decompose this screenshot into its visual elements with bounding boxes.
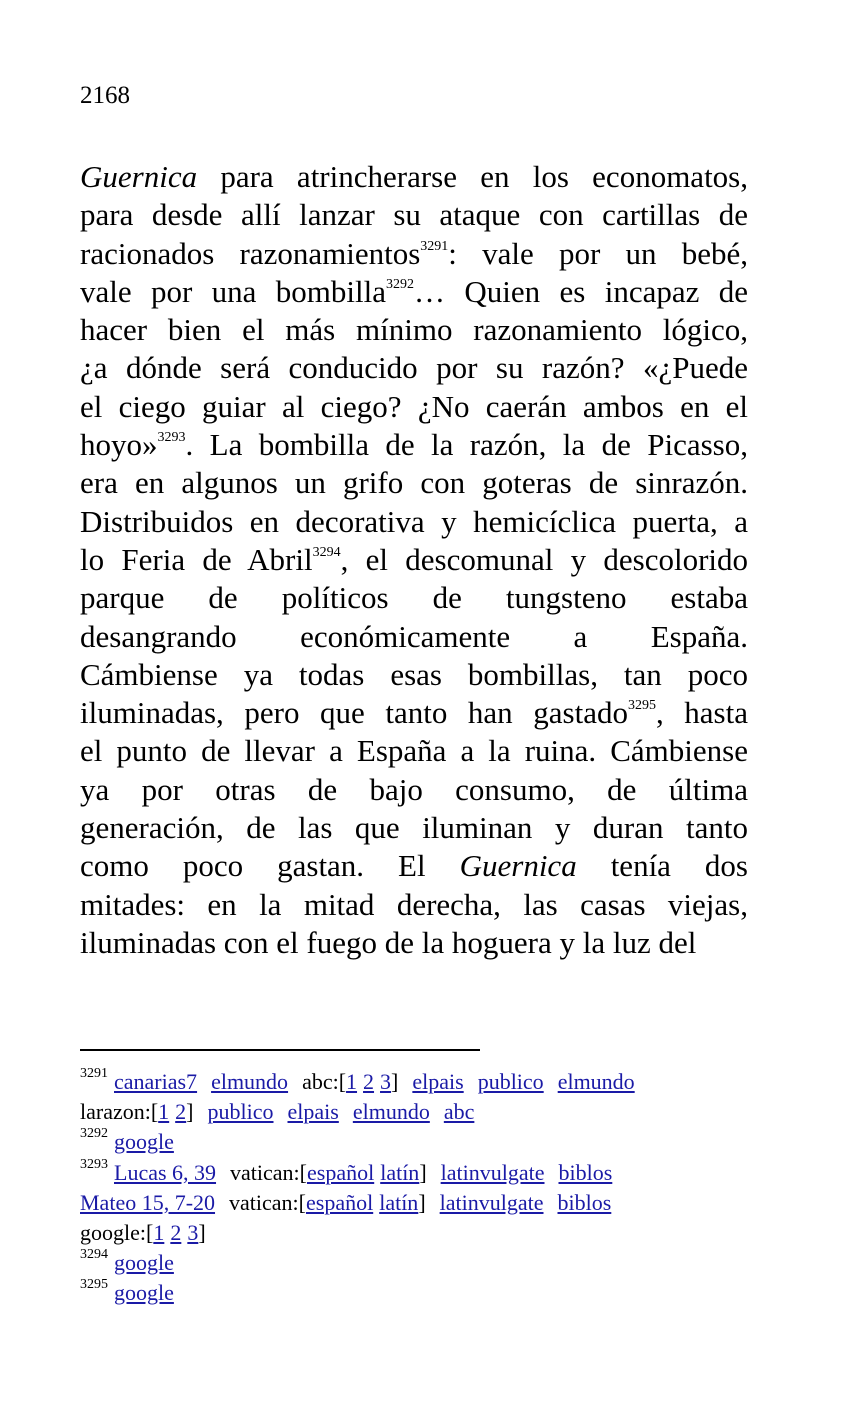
link-google-3[interactable]: 3 — [187, 1220, 199, 1245]
body-line: ya por otras de bajo consumo, de última — [80, 771, 748, 807]
footnote-ref: 3294 — [312, 544, 341, 560]
link-abc-2[interactable]: 2 — [363, 1069, 375, 1094]
body-line: el punto de llevar a España a la ruina. Cámbiense — [80, 733, 748, 769]
footnote-number: 3294 — [80, 1247, 108, 1262]
body-line: lo Feria de Abril$^{3294}$, el descomunal y descolorido — [80, 541, 749, 577]
footnote-ref: 3291 — [420, 238, 449, 254]
book-title: Guernica — [459, 848, 577, 884]
link-larazon-1[interactable]: 1 — [158, 1099, 170, 1124]
link-elpais[interactable]: elpais — [287, 1099, 339, 1124]
body-line: era en algunos un grifo con goteras de sinrazón. — [80, 465, 748, 501]
footnote-ref: 3293 — [157, 430, 186, 446]
body-text — [80, 158, 748, 962]
link-biblos[interactable]: biblos — [558, 1160, 613, 1185]
link-latinvulgate[interactable]: latinvulgate — [439, 1190, 544, 1215]
body-line: vale por una bombilla$^{3292}$… Quien es incapaz de — [80, 273, 748, 309]
link-elmundo[interactable]: elmundo — [211, 1069, 289, 1094]
link-elpais[interactable]: elpais — [412, 1069, 464, 1094]
body-line: el ciego guiar al ciego? ¿No caerán ambos en el — [80, 388, 748, 424]
footnote-3294 — [80, 1248, 760, 1278]
body-line: como poco gastan. El Guernica tenía dos — [80, 848, 748, 884]
link-latinvulgate[interactable]: latinvulgate — [440, 1160, 545, 1185]
body-line: hacer bien el más mínimo razonamiento lógico, — [80, 312, 748, 348]
link-elmundo[interactable]: elmundo — [352, 1099, 430, 1124]
link-mateo[interactable]: Mateo 15, 7-20 — [80, 1190, 216, 1215]
link-vatican-espanol[interactable]: español — [307, 1160, 375, 1185]
footnote-3291-cont: larazon:[1 2] publico elpais elmundo abc — [80, 1099, 475, 1124]
body-line: Distribuidos en decorativa y hemicíclica puerta, a — [80, 503, 748, 539]
body-line: racionados razonamientos$^{3291}$: vale por un bebé, — [80, 235, 748, 271]
link-abc-1[interactable]: 1 — [346, 1069, 358, 1094]
link-publico[interactable]: publico — [477, 1069, 544, 1094]
body-line: desangrando económicamente a España. — [80, 618, 748, 654]
link-vatican-espanol[interactable]: español — [306, 1190, 374, 1215]
body-line: para desde allí lanzar su ataque con cartillas de — [80, 197, 748, 233]
page-number: 2168 — [80, 82, 130, 109]
footnote-number: 3291 — [80, 1066, 108, 1081]
link-lucas[interactable]: Lucas 6, 39 — [114, 1160, 217, 1185]
body-line: ¿a dónde será conducido por su razón? «¿Puede — [80, 350, 748, 386]
footnote-3293-cont: Mateo 15, 7-20 vatican:[español latín] latinvulgate biblos — [80, 1190, 612, 1215]
link-google-2[interactable]: 2 — [170, 1220, 182, 1245]
footnote-separator — [80, 1049, 480, 1051]
book-title: Guernica — [80, 159, 198, 194]
body-line: iluminadas, pero que tanto han gastado$^{3295}$, hasta — [80, 695, 748, 731]
link-abc-3[interactable]: 3 — [380, 1069, 392, 1094]
body-line: Guernica para atrincherarse en los economatos, — [80, 159, 748, 194]
body-line: Cámbiense ya todas esas bombillas, tan poco — [80, 656, 748, 692]
link-biblos[interactable]: biblos — [557, 1190, 612, 1215]
link-google[interactable]: google — [114, 1129, 174, 1154]
link-abc[interactable]: abc — [443, 1099, 475, 1124]
link-vatican-latin[interactable]: latín — [380, 1160, 420, 1185]
link-google[interactable]: google — [114, 1250, 174, 1275]
footnote-3293: $^{3293}$ Lucas 6, 39 vatican:[español latín] latinvulgate biblos — [80, 1157, 613, 1185]
footnote-number: 3293 — [80, 1157, 108, 1172]
body-line: generación, de las que iluminan y duran tanto — [80, 810, 748, 846]
link-vatican-latin[interactable]: latín — [379, 1190, 419, 1215]
body-line: iluminadas con el fuego de la hoguera y la luz del — [80, 924, 697, 960]
link-elmundo[interactable]: elmundo — [557, 1069, 635, 1094]
link-larazon-2[interactable]: 2 — [175, 1099, 187, 1124]
footnote-3293-cont2: google:[1 2 3] — [80, 1220, 206, 1245]
footnote-number: 3295 — [80, 1277, 108, 1292]
body-line: parque de políticos de tungsteno estaba — [80, 580, 748, 616]
footnote-ref: 3295 — [627, 698, 656, 714]
footnotes — [80, 1067, 760, 1309]
footnote-3291: $^{3291}$ canarias7 elmundo abc:[1 2 3] elpais publico elmundo — [80, 1066, 635, 1094]
body-line: mitades: en la mitad derecha, las casas viejas, — [80, 886, 748, 922]
link-publico[interactable]: publico — [207, 1099, 274, 1124]
footnote-3292 — [80, 1127, 760, 1158]
link-canarias7[interactable]: canarias7 — [114, 1069, 198, 1094]
body-line: hoyo»$^{3293}$. La bombilla de la razón, la de Picasso, — [80, 427, 748, 463]
link-google[interactable]: google — [114, 1280, 174, 1305]
footnote-3295 — [80, 1278, 760, 1309]
footnote-number: 3292 — [80, 1126, 108, 1141]
footnote-ref: 3292 — [386, 276, 415, 292]
link-google-1[interactable]: 1 — [153, 1220, 165, 1245]
